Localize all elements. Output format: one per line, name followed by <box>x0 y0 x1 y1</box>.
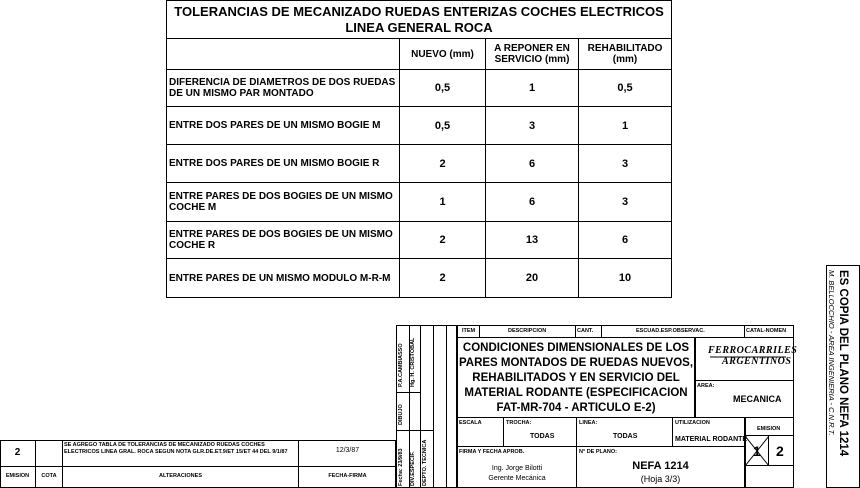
cell-rehab: 0,5 <box>579 70 672 107</box>
table-title-row <box>167 1 672 39</box>
trocha-label: TROCHA: <box>506 420 532 426</box>
emision-prev: 1 <box>753 443 761 459</box>
rev-fecha: 12/3/87 <box>335 447 360 454</box>
cell-nuevo: 2 <box>400 145 486 183</box>
cell-nuevo: 0,5 <box>400 70 486 107</box>
row-label: ENTRE PARES DE UN MISMO MODULO M-R-M <box>167 259 400 298</box>
plano-value: NEFA 1214 <box>632 460 689 472</box>
emision-label: EMISION <box>757 426 781 432</box>
col-escuad: ESCUAD.ESP.OBSERVAC. <box>636 328 705 334</box>
plano-sheet: (Hoja 3/3) <box>640 474 681 484</box>
logo-line-1: FERROCARRILES <box>708 345 798 356</box>
drawing-title: CONDICIONES DIMENSIONALES DE LOS PARES MONTADOS DE RUEDAS NUEVOS, REHABILITADOS Y EN SERVICIO DEL MATERIAL RODANTE (ESPECIFICACION FAT-MR-704 - ARTICULO E-2) <box>458 342 694 414</box>
stamp-line-2: M. BELLOCCHIO - AREA INGENIERIA - C.N.R.T. <box>827 270 836 436</box>
company-logo <box>708 345 798 371</box>
linea-value: TODAS <box>613 433 638 440</box>
copy-stamp <box>826 265 860 488</box>
rev-header-emision: EMISION <box>5 473 30 479</box>
tolerance-table <box>166 0 672 298</box>
sig-fecha: Fecha: 23/9/83 <box>398 448 404 486</box>
sig-pa: P.A.CAMBIASSO <box>398 343 404 387</box>
escala-label: ESCALA <box>459 420 482 426</box>
header-rehabilitado: REHABILITADO (mm) <box>579 39 672 70</box>
firma-role: Gerente Mecánica <box>488 475 546 482</box>
row-label: ENTRE PARES DE DOS BOGIES DE UN MISMO COCHE R <box>167 222 400 259</box>
cell-rehab: 10 <box>579 259 672 298</box>
cell-nuevo: 1 <box>400 183 486 222</box>
sig-depto: DEPTO. TECNICA <box>422 439 428 486</box>
header-blank <box>167 39 400 70</box>
sig-div: DIV.ESPECIF. <box>410 451 416 486</box>
table-row <box>167 183 672 222</box>
col-cant: CANT. <box>577 328 594 334</box>
cell-reponer: 3 <box>486 107 579 145</box>
emision-value: 2 <box>776 443 784 459</box>
header-reponer: A REPONER EN SERVICIO (mm) <box>486 39 579 70</box>
area-label: AREA: <box>697 383 715 389</box>
cell-reponer: 6 <box>486 145 579 183</box>
cell-rehab: 3 <box>579 145 672 183</box>
cell-nuevo: 0,5 <box>400 107 486 145</box>
table-row <box>167 107 672 145</box>
table-row <box>167 259 672 298</box>
plano-label: N° DE PLANO: <box>579 449 617 455</box>
logo-line-2: ARGENTINOS <box>722 356 792 367</box>
rev-alteracion: SE AGREGO TABLA DE TOLERANCIAS DE MECANIZADO RUEDAS COCHES ELECTRICOS LINEA GRAL. ROCA SEGUN NOTA GLR.DE.ET.9/ET 15/ET 44 DEL 9/1/87 <box>64 442 288 455</box>
cell-nuevo: 2 <box>400 222 486 259</box>
row-label: DIFERENCIA DE DIAMETROS DE DOS RUEDAS DE UN MISMO PAR MONTADO <box>167 70 400 107</box>
utilizacion-value: MATERIAL RODANTE <box>675 436 748 443</box>
table-title: TOLERANCIAS DE MECANIZADO RUEDAS ENTERIZAS COCHES ELECTRICOS LINEA GENERAL ROCA <box>167 1 672 39</box>
table-row <box>167 222 672 259</box>
cell-rehab: 6 <box>579 222 672 259</box>
stamp-line-1: ES COPIA DEL PLANO NEFA 1214 <box>837 270 849 457</box>
area-value: MECANICA <box>733 394 782 404</box>
cell-reponer: 6 <box>486 183 579 222</box>
rev-emision: 2 <box>14 447 21 458</box>
cell-rehab: 1 <box>579 107 672 145</box>
table-row <box>167 70 672 107</box>
table-header-row <box>167 39 672 70</box>
cell-reponer: 1 <box>486 70 579 107</box>
rev-header-fecha: FECHA-FIRMA <box>328 473 367 479</box>
utilizacion-label: UTILIZACION <box>675 420 710 426</box>
row-label: ENTRE PARES DE DOS BOGIES DE UN MISMO COCHE M <box>167 183 400 222</box>
trocha-value: TODAS <box>530 433 555 440</box>
table-row <box>167 145 672 183</box>
sig-dibujo: DIBUJO <box>398 404 404 425</box>
cell-rehab: 3 <box>579 183 672 222</box>
firma-name: Ing. Jorge Bilotti <box>491 465 543 472</box>
cell-nuevo: 2 <box>400 259 486 298</box>
linea-label: LINEA: <box>579 420 598 426</box>
col-catal: CATAL-NOMEN <box>746 328 787 334</box>
col-descripcion: DESCRIPCION <box>508 328 547 334</box>
col-item: ITEM <box>462 328 476 334</box>
rev-header-cota: COTA <box>41 473 57 479</box>
cell-reponer: 13 <box>486 222 579 259</box>
cell-reponer: 20 <box>486 259 579 298</box>
row-label: ENTRE DOS PARES DE UN MISMO BOGIE R <box>167 145 400 183</box>
logo-rail-icon <box>708 354 788 359</box>
sig-hg: Hg. H. CRISTOBAL <box>410 337 416 387</box>
rev-header-alteraciones: ALTERACIONES <box>159 473 202 479</box>
firma-label: FIRMA Y FECHA APROB. <box>459 449 525 455</box>
row-label: ENTRE DOS PARES DE UN MISMO BOGIE M <box>167 107 400 145</box>
header-nuevo: NUEVO (mm) <box>400 39 486 70</box>
